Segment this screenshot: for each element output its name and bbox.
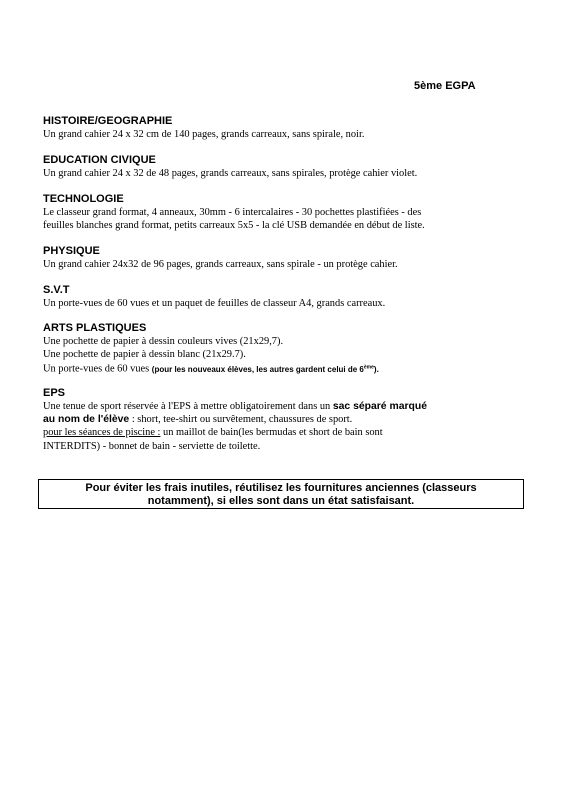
section-heading: EDUCATION CIVIQUE: [43, 154, 156, 166]
supply-line: Un grand cahier 24 x 32 de 48 pages, grands carreaux, sans spirales, protège cahier violet.: [43, 168, 418, 179]
supply-note-text: (pour les nouveaux élèves, les autres gardent celui de 6: [151, 365, 364, 375]
supply-line: [43, 413, 523, 426]
section-heading: TECHNOLOGIE: [43, 193, 124, 205]
supply-underline: pour les séances de piscine :: [43, 427, 161, 439]
supply-line: Un grand cahier 24 x 32 cm de 140 pages, grands carreaux, sans spirale, noir.: [43, 129, 365, 140]
supply-line: INTERDITS) - bonnet de bain - serviette de toilette.: [43, 440, 261, 452]
section-svt: [43, 283, 523, 310]
supply-line: Le classeur grand format, 4 anneaux, 30mm - 6 intercalaires - 30 pochettes plastifiées - des: [43, 207, 422, 218]
supply-note: [152, 365, 379, 374]
supply-line: feuilles blanches grand format, petits carreaux 5x5 - la clé USB demandée en début de liste.: [43, 220, 425, 232]
supply-text: : short, tee-shirt ou survêtement, chaussures de sport.: [129, 414, 353, 426]
supply-line: Une pochette de papier à dessin couleurs vives (21x29,7).: [43, 336, 284, 347]
notice-line: notamment), si elles sont dans un état satisfaisant.: [147, 495, 415, 507]
superscript: ème: [363, 364, 374, 371]
section-technologie: [43, 192, 523, 232]
class-label: 5ème EGPA: [414, 80, 476, 92]
supply-line: Une pochette de papier à dessin blanc (21x29.7).: [43, 349, 246, 361]
supply-line: [43, 426, 523, 439]
supply-note-end: ).: [373, 365, 379, 375]
section-physique: [43, 244, 523, 271]
notice-line: Pour éviter les frais inutiles, réutilisez les fournitures anciennes (classeurs: [85, 482, 477, 494]
supply-emphasis: au nom de l'élève: [43, 414, 130, 426]
section-heading: EPS: [43, 387, 66, 399]
notice-box: [38, 479, 524, 509]
section-heading: HISTOIRE/GEOGRAPHIE: [43, 115, 173, 127]
supply-text: un maillot de bain(les bermudas et short de bain sont: [160, 427, 383, 439]
supply-emphasis: sac séparé marqué: [332, 401, 427, 412]
section-heading: PHYSIQUE: [43, 245, 100, 257]
supply-text: Un porte-vues de 60 vues: [43, 364, 152, 376]
section-eps: [43, 386, 523, 453]
supply-line: Un porte-vues de 60 vues et un paquet de feuilles de classeur A4, grands carreaux.: [43, 298, 386, 309]
section-heading: ARTS PLASTIQUES: [43, 322, 147, 334]
section-education-civique: [43, 153, 523, 180]
supply-line: [43, 361, 523, 376]
section-heading: S.V.T: [43, 284, 70, 296]
supply-line: Un grand cahier 24x32 de 96 pages, grands carreaux, sans spirale - un protège cahier.: [43, 259, 398, 270]
section-arts-plastiques: [43, 321, 523, 376]
section-histoire: [43, 114, 523, 141]
supply-text: Une tenue de sport réservée à l'EPS à mettre obligatoirement dans un: [43, 401, 333, 412]
supply-line: [43, 400, 523, 413]
